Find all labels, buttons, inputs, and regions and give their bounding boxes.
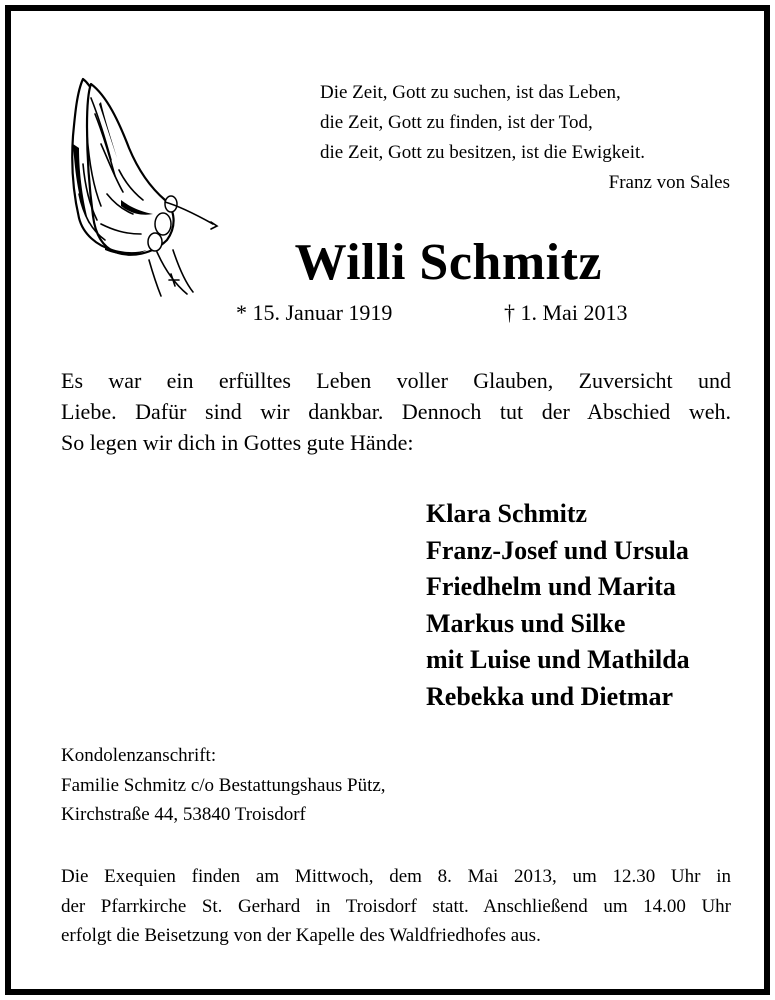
deceased-name-row — [11, 233, 722, 292]
family-member: Friedhelm und Marita — [426, 572, 676, 601]
message-line: So legen wir dich in Gottes gute Hände: — [61, 430, 414, 455]
family-member: Rebekka und Dietmar — [426, 681, 674, 711]
family-member: mit Luise und Mathilda — [426, 645, 690, 674]
quote-line: die Zeit, Gott zu finden, ist der Tod, — [320, 112, 593, 133]
family-member: Franz-Josef und Ursula — [426, 535, 689, 565]
family-member: Markus und Silke — [426, 608, 626, 638]
service-line: erfolgt die Beisetzung von der Kapelle des Waldfriedhofes aus. — [61, 925, 541, 946]
quote-line: Die Zeit, Gott zu suchen, ist das Leben, — [320, 82, 621, 103]
condolence-line: Familie Schmitz c/o Bestattungshaus Pütz, — [61, 774, 386, 796]
service-line: der Pfarrkirche St. Gerhard in Troisdorf statt. Anschließend um 14.00 Uhr — [61, 895, 731, 917]
condolence-address — [61, 741, 386, 830]
farewell-message — [61, 365, 731, 458]
service-line: Die Exequien finden am Mittwoch, dem 8. Mai 2013, um 12.30 Uhr in — [61, 866, 731, 887]
family-list — [426, 496, 690, 715]
quote — [320, 78, 730, 198]
death-date: † 1. Mai 2013 — [504, 300, 628, 325]
condolence-line: Kirchstraße 44, 53840 Troisdorf — [61, 804, 306, 825]
message-line: Liebe. Dafür sind wir dankbar. Dennoch tut der Abschied weh. — [61, 399, 731, 424]
family-member: Klara Schmitz — [426, 499, 588, 528]
obituary-notice — [5, 5, 770, 995]
birth-date: * 15. Januar 1919 — [236, 300, 393, 325]
service-info — [61, 862, 731, 951]
deceased-name: Willi Schmitz — [294, 234, 602, 291]
quote-author: Franz von Sales — [608, 172, 730, 193]
quote-line: die Zeit, Gott zu besitzen, ist die Ewigkeit. — [320, 142, 646, 163]
message-line: Es war ein erfülltes Leben voller Glauben, Zuversicht und — [61, 368, 731, 393]
condolence-heading: Kondolenzanschrift: — [61, 745, 217, 766]
